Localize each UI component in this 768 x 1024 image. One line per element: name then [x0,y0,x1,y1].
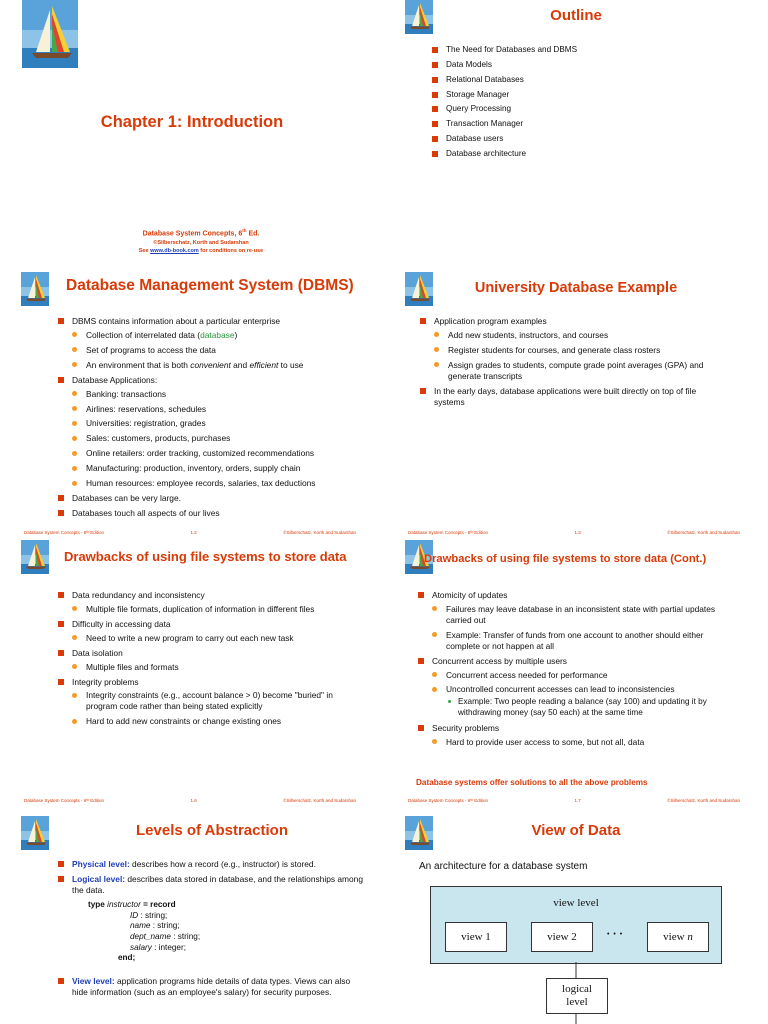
sub-list [72,604,358,615]
sub-bullet [432,684,718,718]
university-title: University Database Example [474,280,678,296]
drawbacks-title: Drawbacks of using file systems to store data [64,549,347,564]
bullet-text: Database Applications: [72,374,158,385]
field-name: ID [130,910,139,920]
book-url-link[interactable]: www.db-book.com [150,248,199,254]
bullet: In the early days, database applications were built directly on top of file systems [420,386,720,408]
sub-bullet: Hard to add new constraints or change existing ones [72,716,358,727]
footer-right: ©Silberschatz, Korth and Sudarshan [667,530,740,535]
connector-line [574,1013,578,1024]
sub-bullet [72,330,368,341]
application-item: Human resources: employee records, salaries, tax deductions [72,478,368,489]
keyword: = record [140,900,176,909]
slide-drawbacks-cont [384,536,768,804]
ellipsis: • • • [607,931,624,938]
keyword: end; [118,953,136,963]
outline-item: Relational Databases [432,75,752,86]
bullet [58,590,358,615]
view-level-box [430,886,722,964]
book-info [0,228,384,237]
sailboat-logo [20,540,50,574]
outline-item: Database users [432,134,752,145]
slide-dbms [0,268,384,536]
convenient-term: convenient [190,359,231,370]
footer-left: Database System Concepts - 6ᵗʰ Edition [24,798,105,803]
outline-item: Transaction Manager [432,119,752,130]
text: Uncontrolled concurrent accesses can lead to inconsistencies [446,684,675,695]
outline-item: Database architecture [432,149,752,160]
book-name: Database System Concepts, 6 [142,230,243,238]
book-edition: Ed. [246,230,260,238]
sub-list [432,670,718,719]
reuse-prefix: See [138,248,151,254]
bullet-text: Integrity problems [72,676,139,687]
applications-list [72,389,368,489]
field-type: : string; [170,931,201,941]
reuse-note [0,248,384,254]
field-type: : string; [138,910,168,920]
view-level-label: view level [553,897,599,909]
architecture-caption: An architecture for a database system [419,861,588,872]
slide-university [384,268,768,536]
view-level-label: View level: [72,976,115,986]
footer-page: 1.2 [190,530,197,535]
record-type-line [88,900,200,911]
database-term: database [200,329,235,340]
bullet [58,316,368,371]
slide-outline [384,0,768,268]
record-field [130,911,200,922]
keyword: type [88,900,108,909]
sub-bullet: Concurrent access needed for performance [432,670,718,681]
example-item: Register students for courses, and generate class rosters [434,345,720,356]
field-name: name [130,921,151,931]
efficient-term: efficient [249,359,279,370]
slide-footer [24,798,384,803]
record-fields [88,911,200,954]
solutions-note: Database systems offer solutions to all the above problems [416,778,648,787]
outline-item: Data Models [432,60,752,71]
text: An environment that is both [86,359,191,370]
example-item: Add new students, instructors, and courses [434,330,720,341]
footer-right: ©Silberschatz, Korth and Sudarshan [283,530,356,535]
copyright: ©Silberschatz, Korth and Sudarshan [153,240,249,246]
slide-view-of-data [384,804,768,1024]
application-item: Sales: customers, products, purchases [72,433,368,444]
abstraction-title: Levels of Abstraction [136,822,288,839]
footer-left: Database System Concepts - 6ᵗʰ Edition [408,798,489,803]
slide-footer [24,530,384,535]
record-code [88,900,200,964]
text: describes how a record (e.g., instructor) is stored. [129,859,316,869]
university-bullets [420,316,720,411]
view-2-box: view 2 [531,922,593,952]
text: to use [278,359,304,370]
abstraction-bullets [58,859,364,900]
bullet-text: Atomicity of updates [432,590,508,600]
outline-item: The Need for Databases and DBMS [432,45,752,56]
bullet-text: Data redundancy and inconsistency [72,590,205,600]
reuse-suffix: for conditions on re-use [198,248,264,254]
slide-abstraction [0,804,384,1024]
slide-title [0,0,384,268]
bullet [58,976,364,998]
bullet [418,656,718,719]
drawbacks-cont-title: Drawbacks of using file systems to store data (Cont.) [424,553,707,565]
text: Collection of interrelated data ( [86,329,201,340]
record-end [88,953,200,964]
book-edition-sup: th [242,228,247,233]
sub-bullet: Hard to provide user access to some, but not all, data [432,737,718,748]
bullet [418,723,718,748]
outline-item: Storage Manager [432,90,752,101]
sub-sub-list [446,697,718,718]
application-item: Airlines: reservations, schedules [72,404,368,415]
dbms-bullets [58,316,368,523]
field-type: : integer; [151,942,186,952]
view-n-prefix: view [663,931,688,943]
text: application programs hide details of data types. Views can also hide information (such as an employee's salary) for security purposes. [72,976,351,997]
sailboat-logo [20,272,50,306]
sub-bullet: Set of programs to access the data [72,345,368,356]
drawbacks-cont-bullets [418,590,718,752]
bullet: Databases can be very large. [58,493,368,504]
bullet-text: Security problems [432,722,500,733]
text: describes data stored in database, and the relationships among the data. [72,873,363,895]
sub-bullet: Multiple files and formats [72,662,358,673]
bullet [420,316,720,382]
sub-bullet: Integrity constraints (e.g., account balance > 0) become "buried" in program code rather than being stated explicitly [72,690,358,712]
footer-page: 1.6 [190,798,197,803]
outline-title: Outline [550,7,602,24]
view-1-box: view 1 [445,922,507,952]
sub-bullet: Failures may leave database in an inconsistent state with partial updates carried out [432,604,718,626]
bullet [58,648,358,673]
text: and [230,359,250,370]
slide-drawbacks [0,536,384,804]
sub-sub-bullet: Example: Two people reading a balance (say 100) and updating it by withdrawing money (say 50 each) at the same time [446,697,718,718]
slide-footer [408,798,768,803]
chapter-title: Chapter 1: Introduction [100,113,284,131]
record-field [130,921,200,932]
bullet-text: Data isolation [72,647,123,658]
sub-list [432,604,718,652]
outline-item: Query Processing [432,104,752,115]
footer-left: Database System Concepts - 6ᵗʰ Edition [408,530,489,535]
application-item: Banking: transactions [72,389,368,400]
bullet [58,859,364,870]
sub-list [72,662,358,673]
bullet-text: DBMS contains information about a particular enterprise [72,316,281,326]
logical-level-label: Logical level: [72,873,126,884]
sub-bullet: Multiple file formats, duplication of information in different files [72,604,358,615]
footer-page: 1.7 [574,798,581,803]
bullet [58,619,358,644]
application-item: Universities: registration, grades [72,418,368,429]
application-item: Online retailers: order tracking, customized recommendations [72,448,368,459]
sub-list [72,330,368,371]
sailboat-logo [22,0,78,68]
logical-level-box [546,978,608,1014]
bullet [58,375,368,489]
footer-right: ©Silberschatz, Korth and Sudarshan [283,798,356,803]
bullet-text: Difficulty in accessing data [72,618,171,629]
sub-bullet [72,360,368,371]
bullet-text: Concurrent access by multiple users [432,655,567,666]
bullet [418,590,718,652]
drawbacks-bullets [58,590,358,731]
view-n-box [647,922,709,952]
field-name: salary [130,942,152,952]
logical-level-label: logical level [562,983,592,1008]
physical-level-label: Physical level: [72,859,130,869]
abstraction-bullets-2 [58,976,364,1002]
sub-list [434,330,720,382]
record-name: instructor [107,900,141,909]
record-field [130,943,200,954]
application-item: Manufacturing: production, inventory, orders, supply chain [72,463,368,474]
footer-left: Database System Concepts - 6ᵗʰ Edition [24,530,105,535]
bullet [58,677,358,728]
example-item: Assign grades to students, compute grade point averages (GPA) and generate transcripts [434,360,720,382]
slide-footer [408,530,768,535]
view-of-data-title: View of Data [531,822,621,839]
sub-list [72,690,358,727]
bullet-text: Application program examples [434,316,547,326]
bullet: Databases touch all aspects of our lives [58,508,368,519]
sub-bullet: Need to write a new program to carry out each new task [72,633,358,644]
field-name: dept_name [130,931,171,941]
dbms-title: Database Management System (DBMS) [66,277,354,294]
view-n-var: n [687,931,693,943]
sub-list [432,737,718,748]
sub-bullet: Example: Transfer of funds from one account to another should either complete or not happen at all [432,630,718,652]
sub-list [72,633,358,644]
footer-right: ©Silberschatz, Korth and Sudarshan [667,798,740,803]
field-type: : string; [150,921,180,931]
bullet [58,874,364,896]
footer-page: 1.3 [574,530,581,535]
outline-list [432,45,752,164]
record-field [130,932,200,943]
text: ) [234,329,238,340]
